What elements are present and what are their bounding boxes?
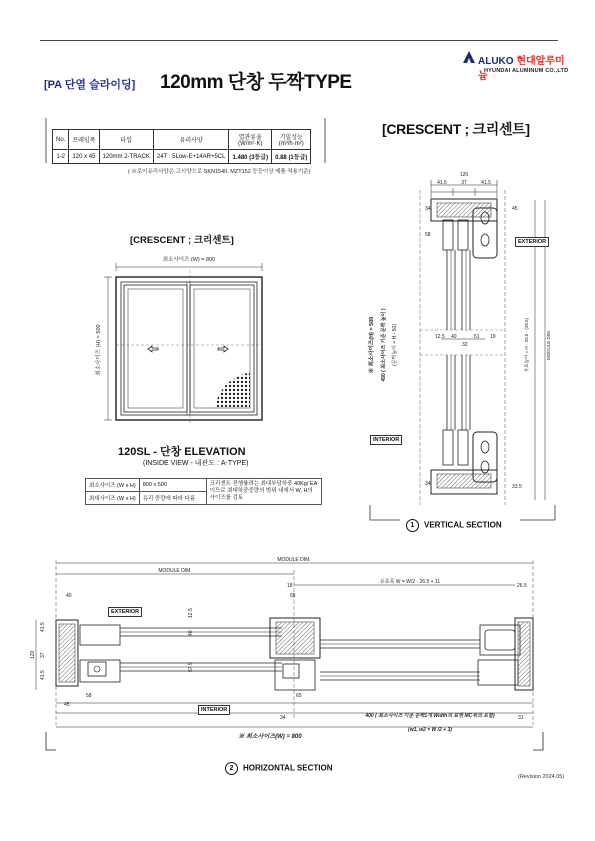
dim-label: 120 [30,650,36,659]
dim-label: 40 [188,630,194,636]
dim-label: 12.5 [188,608,194,618]
table-cell: 120mm 2-TRACK [99,150,153,164]
dim-label: 32 [462,342,468,348]
vert-rotated-module: MODULE DIM. [546,329,551,361]
dim-label: 12.5 [435,334,445,340]
dim-label: 40 [451,334,457,340]
crescent-title-right: [CRESCENT ; 크리센트] [382,121,530,137]
door-width-label: 400 ( 최소사이즈 기준 문짝1개 Width의 표현 MC위의 포함) [365,713,495,719]
elevation-drawing [104,263,262,425]
door-width-formula: (w1, w2 = W /2 + 3) [408,727,452,733]
vertical-section-title: 1 VERTICAL SECTION [406,519,502,532]
dim-label: 45 [512,206,518,212]
spec-header-frame: 프레임폭 [69,130,99,150]
crescent-title-elevation: [CRESCENT ; 크리센트] [130,235,234,246]
effective-width-label: 유효폭 W = W/2 - 26.5 + 11 [379,579,441,585]
table-cell: 유리 중량에 따라 다름 [139,492,206,505]
dim-label: 67.5 [188,662,194,672]
dim-label: 19 [490,334,496,340]
vert-rotated-door-formula: (문짝높이 = H - 50) [392,324,398,366]
table-cell: 1.480 (3등급) [229,150,272,164]
elev-width-label: 최소사이즈 (W) = 800 [162,257,216,263]
spec-header-no: No. [53,130,69,150]
dim-label: 58 [425,232,431,238]
vert-rotated-door-height: 450 ( 최소사이즈 기준 문짝 높이 ) [381,308,387,382]
logo-brand-left: ALUKO [478,56,514,67]
dim-label: 41.5 [437,180,447,186]
category-label: [PA 단열 슬라이딩] [44,79,136,91]
page-title: 120mm 단창 두짝TYPE [160,72,352,93]
vert-rotated-min-height: ※ 최소사이즈(H) = 500 [369,316,375,374]
vert-interior-tag: INTERIOR [370,428,402,446]
dim-label: 58 [86,693,92,699]
logo-brand-right: 현대알루미늄 [478,56,565,82]
vert-exterior-tag: EXTERIOR [515,230,549,248]
dim-label: 34 [280,715,286,721]
table-row [86,479,322,492]
logo-subtitle: HYUNDAI ALUMINUM CO.,LTD [484,68,569,74]
horz-interior-tag: INTERIOR [198,698,230,716]
dim-label: 34 [425,206,431,212]
dim-label: 26.5 [517,583,527,589]
dim-label: 45 [64,702,70,708]
dim-label: 41.5 [40,622,46,632]
module-dim-left: MODULE DIM. [158,568,192,574]
spec-header-u-value: 열관류율 (W/m²·K) [229,130,272,150]
horizontal-section-title: 2 HORIZONTAL SECTION [225,762,332,775]
dim-label: 65 [296,693,302,699]
table-cell: 0.88 (1등급) [272,150,311,164]
dim-label: 37 [461,180,467,186]
dim-label: 31 [518,715,524,721]
elev-height-label: 최소사이즈 (H) = 500 [96,324,102,376]
dim-label: 40 [66,593,72,599]
vert-rotated-effective-height: 유효높이 = H - 33.5 - (28.5) [524,317,529,373]
spec-table-brackets [46,118,325,163]
table-cell: 최대사이즈 (W x H) [86,492,140,505]
dim-label: 120 [459,172,469,178]
spec-header-type: 타입 [99,130,153,150]
dim-label: 51 [474,334,480,340]
table-cell: 1-2 [53,150,69,164]
spec-note: ( ※로이유리사양은 고시양으로 SKN154II, MZT152 등등이상 제품 적용기준) [128,169,311,175]
module-dim-total: MODULE DIM. [277,557,311,563]
dim-label: 34 [425,481,431,487]
spec-header-airtight: 기밀성능 (m³/h·m²) [272,130,311,150]
dim-label: 37 [40,652,46,658]
revision-label: (Revision 2024.05) [518,774,565,780]
table-cell: 최소사이즈 (W x H) [86,479,140,492]
dim-label: 18 [287,583,293,589]
section-number-badge: 1 [406,519,419,532]
dim-label: 41.5 [481,180,491,186]
min-width-label: ※ 최소사이즈(W) = 800 [238,734,302,740]
horz-exterior-tag: EXTERIOR [108,600,142,618]
elevation-caption: 120SL - 단창 ELEVATION [118,446,246,458]
elevation-subcaption: (INSIDE VIEW - 내관도 : A-TYPE) [143,460,249,467]
vertical-section-brackets [370,505,555,520]
size-note: 크리센트 전행률려는 최대부담하중 40Kg/ EA이므로 최대하중중량의 범위 내에서 W, H의 사이즈를 검토 [206,479,321,505]
table-cell: 24T : 5Low-E+14AR+5CL [153,150,229,164]
section-number-badge: 2 [225,762,238,775]
dim-label: 33.5 [512,484,522,490]
table-cell: 800 x 500 [139,479,206,492]
size-table [85,478,322,505]
dim-label: 65 [290,593,296,599]
dim-label: 41.5 [40,670,46,680]
table-cell: 120 x 45 [69,150,99,164]
spec-header-glass: 유리사양 [153,130,229,150]
